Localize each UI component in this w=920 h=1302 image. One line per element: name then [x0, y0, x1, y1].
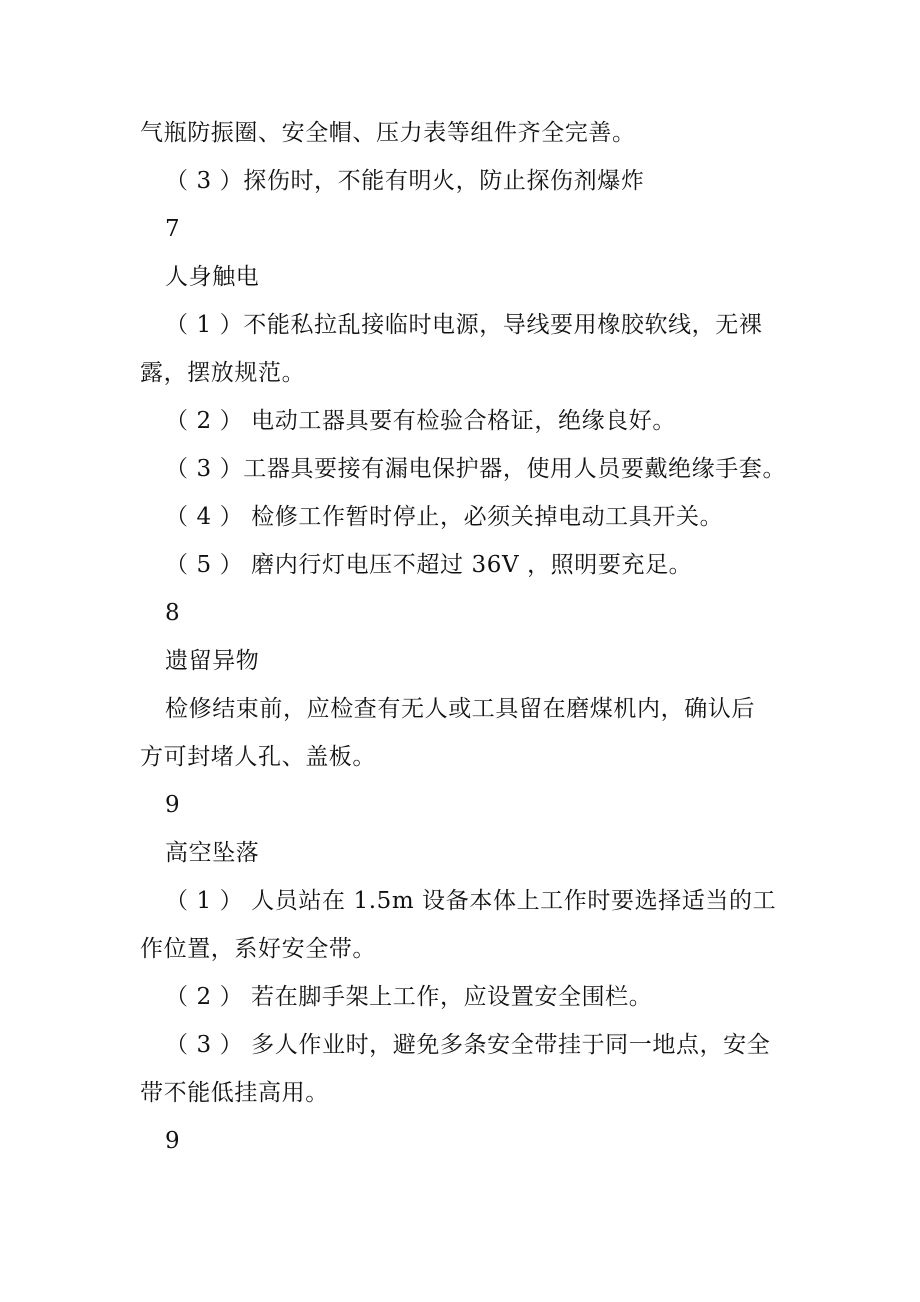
list-item: （ 3 ）探伤时，不能有明火，防止探伤剂爆炸 — [165, 168, 645, 194]
section-number: 8 — [165, 600, 181, 626]
list-item: （ 5 ） 磨内行灯电压不超过 36V ，照明要充足。 — [165, 552, 693, 578]
list-item: （ 4 ） 检修工作暂时停止，必须关掉电动工具开关。 — [165, 504, 724, 530]
section-number: 9 — [165, 792, 181, 818]
text-line: 露，摆放规范。 — [140, 360, 306, 386]
paragraph-line: 检修结束前，应检查有无人或工具留在磨煤机内，确认后 — [165, 696, 755, 722]
text-line: 气瓶防振圈、安全帽、压力表等组件齐全完善。 — [140, 120, 636, 146]
list-item: （ 2 ） 若在脚手架上工作，应设置安全围栏。 — [165, 984, 653, 1010]
list-item: （ 1 ） 人员站在 1.5m 设备本体上工作时要选择适当的工 — [165, 888, 777, 914]
text-line: 作位置，系好安全带。 — [140, 936, 376, 962]
list-item: （ 3 ）工器具要接有漏电保护器，使用人员要戴绝缘手套。 — [165, 456, 787, 482]
text-line: 带不能低挂高用。 — [140, 1080, 329, 1106]
list-item: （ 2 ） 电动工器具要有检验合格证，绝缘良好。 — [165, 408, 676, 434]
section-heading: 遗留异物 — [165, 648, 260, 674]
list-item: （ 3 ） 多人作业时，避免多条安全带挂于同一地点，安全 — [165, 1032, 771, 1058]
section-heading: 高空坠落 — [165, 840, 260, 866]
section-heading: 人身触电 — [165, 264, 260, 290]
text-line: 方可封堵人孔、盖板。 — [140, 744, 376, 770]
section-number: 9 — [165, 1128, 181, 1154]
section-number: 7 — [165, 216, 181, 242]
list-item: （ 1 ）不能私拉乱接临时电源，导线要用橡胶软线，无裸 — [165, 312, 763, 338]
